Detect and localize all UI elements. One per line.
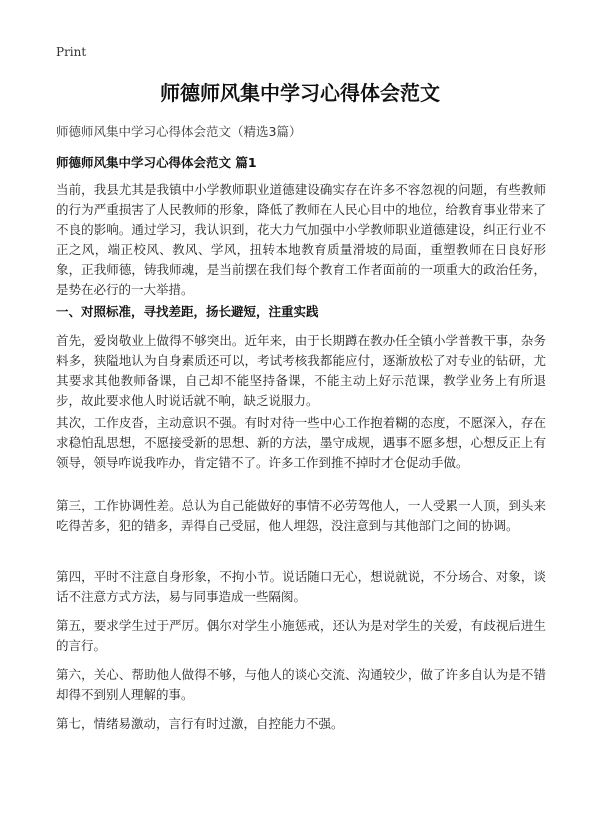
page-title: 师德师风集中学习心得体会范文 xyxy=(160,81,440,105)
paragraph-7: 第七，情绪易激动，言行有时过激，自控能力不强。 xyxy=(56,716,344,731)
paragraph-5: 第五，要求学生过于严厉。偶尔对学生小施惩戒，还认为是对学生的关爱，有歧视后进生的言行。 xyxy=(56,618,546,653)
paragraph-6: 第六，关心、帮助他人做得不够，与他人的谈心交流、沟通较少，做了许多自认为是不错却得不到别人理解的事。 xyxy=(56,667,546,702)
paragraph-4: 第四，平时不注意自身形象，不拘小节。说话随口无心，想说就说，不分场合、对象，谈话不注意方式方法，易与同事造成一些隔阂。 xyxy=(56,569,546,604)
section-heading: 一、对照标准，寻找差距，扬长避短，注重实践 xyxy=(56,304,319,319)
article-heading: 师德师风集中学习心得体会范文 篇1 xyxy=(56,155,257,170)
paragraph-1: 首先，爱岗敬业上做得不够突出。近年来，由于长期蹲在教办任全镇小学普教干事，杂务料多，狭隘地认为自身素质还可以，考试考核我都能应付，逐渐放松了对专业的钻研，尤其要求其他教师备课，自己却不能坚持备课，不能主动上好示范课，教学业务上有所退步，故此要求他人时说话就不响，缺乏说服力。 xyxy=(56,333,546,408)
subtitle: 师德师风集中学习心得体会范文（精选3篇） xyxy=(56,124,302,139)
print-link[interactable]: Print xyxy=(56,45,87,59)
paragraph-2: 其次，工作皮沓，主动意识不强。有时对待一些中心工作抱着糊的态度，不愿深入，存在求稳怕乱思想，不愿接受新的思想、新的方法，墨守成规，遇事不愿多想，心想反正上有领导，领导咋说我咋办，肯定错不了。许多工作到推不掉时才仓促动手做。 xyxy=(56,415,546,470)
paragraph-3: 第三，工作协调性差。总认为自己能做好的事情不必劳驾他人，一人受累一人顶，到头来吃得苦多，犯的错多，弄得自己受屈，他人埋怨，没注意到与其他部门之间的协调。 xyxy=(56,498,546,533)
intro-paragraph: 当前，我县尤其是我镇中小学教师职业道德建设确实存在许多不容忽视的问题，有些教师的行为严重损害了人民教师的形象，降低了教师在人民心目中的地位，给教育事业带来了不良的影响。通过学习，我认识到，花大力气加强中小学教师职业道德建设，纠正行业不正之风，端正校风、教风、学风，扭转本地教育质量滑坡的局面，重塑教师在日良好形象，正我师德，铸我师魂，是当前摆在我们每个教育工作者面前的一项重大的政治任务，是势在必行的一大举措。 xyxy=(56,182,546,297)
